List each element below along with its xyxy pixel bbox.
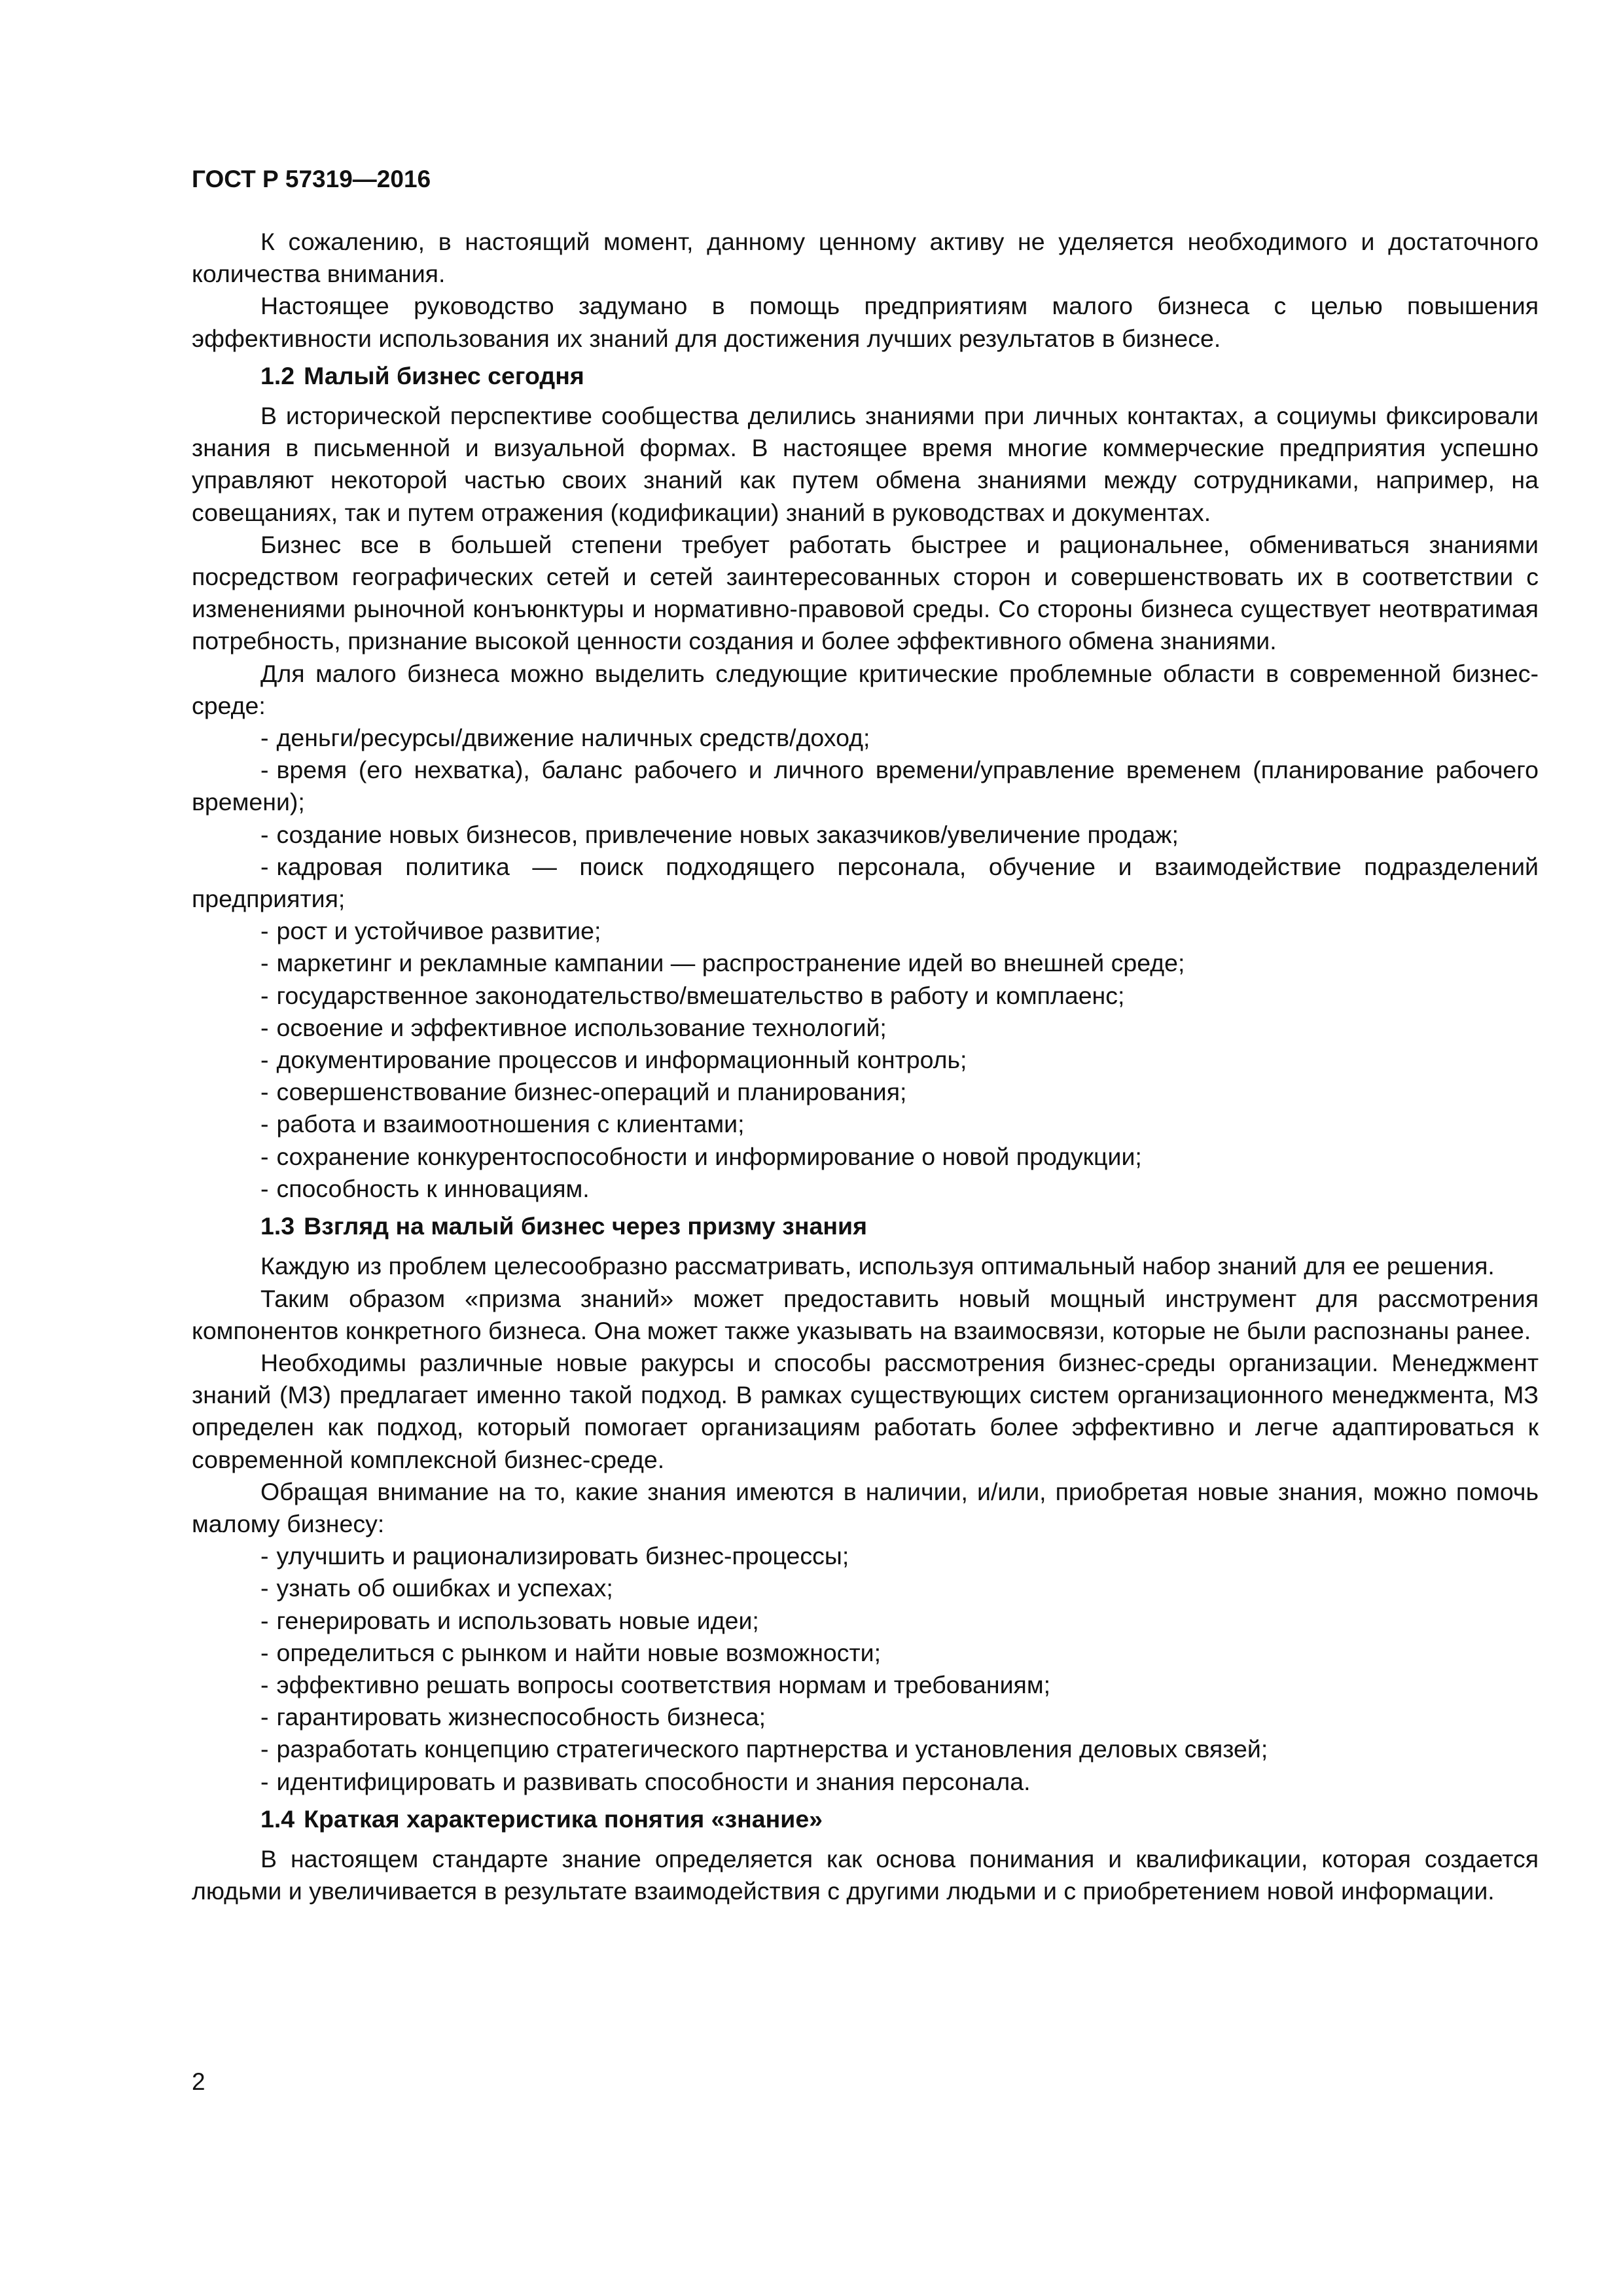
list-dash: - bbox=[260, 1078, 269, 1106]
body-paragraph: В исторической перспективе сообщества делились знаниями при личных контактах, а социумы фиксировали знания в письменной и визуальной формах. В настоящее время многие коммерческие предприятия успешно управляют некоторой частью своих знаний как путем обмена знаниями между сотрудниками, например, на совещаниях, так и путем отражения (кодификации) знаний в руководствах и документах. bbox=[192, 402, 1539, 526]
list-item-text: улучшить и рационализировать бизнес-процессы; bbox=[276, 1542, 849, 1570]
list-dash: - bbox=[260, 1703, 269, 1731]
problem-areas-list bbox=[192, 722, 1539, 1205]
list-item bbox=[192, 1572, 1539, 1604]
list-dash: - bbox=[260, 949, 269, 977]
list-dash: - bbox=[260, 1110, 269, 1138]
list-dash: - bbox=[260, 1735, 269, 1763]
list-item-text: освоение и эффективное использование технологий; bbox=[276, 1013, 887, 1041]
list-item-text: маркетинг и рекламные кампании — распространение идей во внешней среде; bbox=[276, 949, 1185, 977]
intro-paragraph: Настоящее руководство задумано в помощь предприятиям малого бизнеса с целью повышения эффективности использования их знаний для достижения лучших результатов в бизнесе. bbox=[192, 292, 1539, 352]
list-item-text: генерировать и использовать новые идеи; bbox=[276, 1606, 759, 1634]
list-item-text: способность к инновациям. bbox=[276, 1174, 590, 1202]
list-dash: - bbox=[260, 1670, 269, 1698]
list-item bbox=[192, 1733, 1539, 1765]
list-item bbox=[192, 1766, 1539, 1798]
list-dash: - bbox=[260, 1046, 269, 1074]
list-item-text: создание новых бизнесов, привлечение новых заказчиков/увеличение продаж; bbox=[276, 820, 1179, 848]
section-title: Краткая характеристика понятия «знание» bbox=[304, 1804, 823, 1833]
list-item bbox=[192, 819, 1539, 851]
intro-paragraph: К сожалению, в настоящий момент, данному ценному активу не уделяется необходимого и достаточного количества внимания. bbox=[192, 228, 1539, 288]
list-item-text: рост и устойчивое развитие; bbox=[276, 917, 601, 945]
body-paragraph: Таким образом «призма знаний» может предоставить новый мощный инструмент для рассмотрения компонентов конкретного бизнеса. Она может также указывать на взаимосвязи, которые не были распознаны ранее. bbox=[192, 1284, 1539, 1344]
list-item bbox=[192, 1044, 1539, 1076]
knowledge-benefits-list bbox=[192, 1540, 1539, 1798]
section-heading bbox=[192, 1210, 1539, 1242]
list-item bbox=[192, 1012, 1539, 1044]
list-item bbox=[192, 980, 1539, 1012]
section-number: 1.2 bbox=[260, 361, 295, 389]
body-paragraph: Каждую из проблем целесообразно рассматривать, используя оптимальный набор знаний для ее решения. bbox=[260, 1252, 1495, 1280]
list-dash: - bbox=[260, 1013, 269, 1041]
list-dash: - bbox=[260, 1606, 269, 1634]
list-item-text: сохранение конкурентоспособности и информирование о новой продукции; bbox=[276, 1142, 1142, 1170]
page-content bbox=[192, 226, 1539, 1907]
list-item bbox=[192, 851, 1539, 915]
body-paragraph: Обращая внимание на то, какие знания имеются в наличии, и/или, приобретая новые знания, можно помочь малому бизнесу: bbox=[192, 1477, 1539, 1537]
list-item-text: время (его нехватка), баланс рабочего и личного времени/управление временем (планирование рабочего времени); bbox=[192, 756, 1539, 816]
list-dash: - bbox=[260, 1174, 269, 1202]
list-item bbox=[192, 1637, 1539, 1669]
list-item-text: совершенствование бизнес-операций и планирования; bbox=[276, 1078, 907, 1106]
list-item-text: государственное законодательство/вмешательство в работу и комплаенс; bbox=[276, 981, 1125, 1009]
list-dash: - bbox=[260, 1638, 269, 1666]
list-item-text: работа и взаимоотношения с клиентами; bbox=[276, 1110, 745, 1138]
list-dash: - bbox=[260, 852, 269, 880]
list-dash: - bbox=[260, 917, 269, 945]
list-item bbox=[192, 1141, 1539, 1173]
list-item-text: деньги/ресурсы/движение наличных средств/доход; bbox=[276, 724, 870, 752]
list-item-text: идентифицировать и развивать способности и знания персонала. bbox=[276, 1767, 1031, 1795]
list-dash: - bbox=[260, 1542, 269, 1570]
list-item-text: документирование процессов и информационный контроль; bbox=[276, 1046, 967, 1074]
list-item-text: эффективно решать вопросы соответствия нормам и требованиям; bbox=[276, 1670, 1051, 1698]
list-item-text: узнать об ошибках и успехах; bbox=[276, 1574, 613, 1602]
body-paragraph: Необходимы различные новые ракурсы и способы рассмотрения бизнес-среды организации. Менеджмент знаний (МЗ) предлагает именно такой подход. В рамках существующих систем организационного менеджмента, МЗ определен как подход, который помогает организациям работать более эффективно и легче адаптироваться к современной комплексной бизнес-среде. bbox=[192, 1348, 1539, 1473]
body-paragraph: В настоящем стандарте знание определяется как основа понимания и квалификации, которая создается людьми и увеличивается в результате взаимодействия с другими людьми и с приобретением новой информации. bbox=[192, 1844, 1539, 1905]
list-item bbox=[192, 1540, 1539, 1572]
list-dash: - bbox=[260, 1142, 269, 1170]
section-number: 1.4 bbox=[260, 1804, 295, 1833]
list-item bbox=[192, 1701, 1539, 1733]
section-title: Взгляд на малый бизнес через призму знания bbox=[304, 1212, 867, 1240]
list-item bbox=[192, 915, 1539, 947]
page-number: 2 bbox=[192, 2068, 205, 2095]
list-item bbox=[192, 1076, 1539, 1108]
list-item bbox=[192, 947, 1539, 979]
list-item bbox=[192, 1108, 1539, 1140]
list-item-text: гарантировать жизнеспособность бизнеса; bbox=[276, 1703, 766, 1731]
list-item-text: кадровая политика — поиск подходящего персонала, обучение и взаимодействие подразделений предприятия; bbox=[192, 852, 1539, 913]
list-item-text: разработать концепцию стратегического партнерства и установления деловых связей; bbox=[276, 1735, 1268, 1763]
list-dash: - bbox=[260, 1767, 269, 1795]
list-dash: - bbox=[260, 981, 269, 1009]
section-heading bbox=[192, 1803, 1539, 1835]
section-number: 1.3 bbox=[260, 1212, 295, 1240]
list-item bbox=[192, 754, 1539, 818]
list-item-text: определиться с рынком и найти новые возможности; bbox=[276, 1638, 882, 1666]
list-item bbox=[192, 1669, 1539, 1701]
section-title: Малый бизнес сегодня bbox=[304, 361, 584, 389]
list-dash: - bbox=[260, 820, 269, 848]
list-item bbox=[192, 1173, 1539, 1205]
body-paragraph: Для малого бизнеса можно выделить следующие критические проблемные области в современной бизнес-среде: bbox=[192, 659, 1539, 719]
section-heading bbox=[192, 360, 1539, 392]
standard-header: ГОСТ Р 57319—2016 bbox=[192, 166, 431, 192]
list-dash: - bbox=[260, 724, 269, 752]
list-dash: - bbox=[260, 1574, 269, 1602]
list-item bbox=[192, 722, 1539, 754]
list-item bbox=[192, 1605, 1539, 1637]
body-paragraph: Бизнес все в большей степени требует работать быстрее и рациональнее, обмениваться знаниями посредством географических сетей и сетей заинтересованных сторон и совершенствовать их в соответствии с изменениями рыночной конъюнктуры и нормативно-правовой среды. Со стороны бизнеса существует неотвратимая потребность, признание высокой ценности создания и более эффективного обмена знаниями. bbox=[192, 530, 1539, 655]
list-dash: - bbox=[260, 756, 269, 784]
